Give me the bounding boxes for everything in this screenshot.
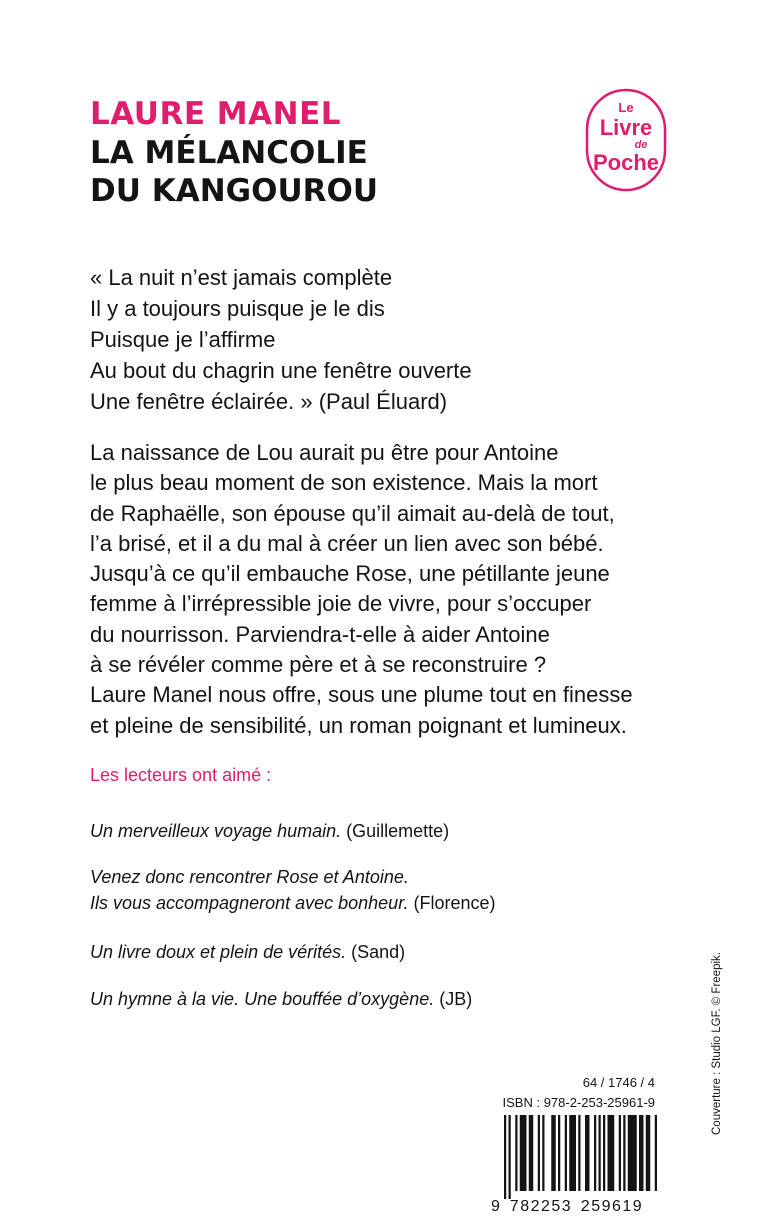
- barcode-bar: [551, 1115, 556, 1191]
- barcode-bar: [603, 1115, 605, 1191]
- review-line: [90, 890, 496, 916]
- quote-line: Une fenêtre éclairée. » (Paul Éluard): [90, 389, 448, 414]
- review-author: (JB): [434, 989, 473, 1009]
- quote-line: « La nuit n’est jamais complète: [90, 265, 393, 290]
- book-title-line-1: LA MÉLANCOLIE: [90, 135, 368, 171]
- barcode-bar: [619, 1115, 621, 1191]
- barcode-bar: [529, 1115, 534, 1191]
- author-name: LAURE MANEL: [90, 96, 342, 132]
- review-text: Un merveilleux voyage humain.: [90, 821, 342, 841]
- reader-review: [90, 864, 496, 916]
- logo-livre: Livre: [599, 115, 653, 140]
- barcode-bar: [558, 1115, 560, 1191]
- book-summary: [90, 438, 633, 741]
- barcode-bar: [569, 1115, 576, 1191]
- review-line: [90, 939, 405, 965]
- summary-line: La naissance de Lou aurait pu être pour Antoine: [90, 440, 559, 465]
- summary-line: du nourrisson. Parviendra-t-elle à aider Antoine: [90, 621, 550, 647]
- summary-line: Jusqu’à ce qu’il embauche Rose, une pétillante jeune: [90, 561, 610, 587]
- review-text: Ils vous accompagneront avec bonheur.: [90, 893, 409, 913]
- barcode-bar: [515, 1115, 517, 1191]
- reader-review: [90, 818, 449, 844]
- barcode-bars: [504, 1115, 658, 1199]
- review-line: [90, 864, 496, 890]
- barcode-first-digit: 9: [491, 1198, 500, 1213]
- summary-line: l’a brisé, et il a du mal à créer un lien avec son bébé.: [90, 530, 604, 556]
- summary-line: femme à l’irrépressible joie de vivre, pour s’occuper: [90, 591, 592, 617]
- cover-credit: Couverture : Studio LGF. © Freepik.: [711, 952, 723, 1135]
- summary-line: le plus beau moment de son existence. Mais la mort: [90, 470, 598, 496]
- barcode-right-group: 259619: [580, 1198, 644, 1213]
- barcode-bar: [520, 1115, 527, 1191]
- book-title-line-2: DU KANGOUROU: [90, 173, 379, 209]
- logo-de: de: [634, 139, 648, 151]
- review-text: Un hymne à la vie. Une bouffée d’oxygène.: [90, 989, 435, 1009]
- summary-line: Laure Manel nous offre, sous une plume tout en finesse: [90, 682, 633, 708]
- reviews-heading: Les lecteurs ont aimé :: [90, 765, 272, 785]
- barcode-bar: [623, 1115, 625, 1191]
- summary-line: à se révéler comme père et à se reconstruire ?: [90, 652, 547, 678]
- summary-line: de Raphaëlle, son épouse qu’il aimait au-delà de tout,: [90, 500, 615, 526]
- logo-poche: Poche: [592, 150, 660, 175]
- catalog-reference: 64 / 1746 / 4: [582, 1075, 655, 1090]
- summary-line: et pleine de sensibilité, un roman poignant et lumineux.: [90, 712, 627, 738]
- barcode-bar: [542, 1115, 544, 1191]
- barcode-bar: [504, 1115, 506, 1199]
- barcode-bar: [585, 1115, 590, 1191]
- barcode-bar: [599, 1115, 601, 1191]
- reader-review: [90, 939, 405, 965]
- review-author: (Guillemette): [341, 821, 450, 841]
- epigraph-quote: [90, 262, 472, 417]
- barcode-left-group: 782253: [509, 1198, 573, 1213]
- barcode-bar: [594, 1115, 596, 1191]
- quote-line: Au bout du chagrin une fenêtre ouverte: [90, 358, 472, 383]
- review-line: [90, 818, 449, 844]
- book-title: [90, 134, 378, 210]
- barcode-bar: [639, 1115, 644, 1191]
- barcode: [488, 1113, 658, 1213]
- barcode-bar: [538, 1115, 540, 1191]
- quote-line: Il y a toujours puisque je le dis: [90, 296, 385, 321]
- review-text: Venez donc rencontrer Rose et Antoine.: [90, 867, 409, 887]
- barcode-bar: [628, 1115, 637, 1191]
- isbn-number: ISBN : 978-2-253-25961-9: [502, 1095, 655, 1110]
- barcode-bar: [655, 1115, 657, 1191]
- livre-de-poche-logo: [585, 88, 667, 192]
- barcode-bar: [565, 1115, 567, 1191]
- barcode-bar: [608, 1115, 615, 1191]
- review-author: (Sand): [346, 942, 406, 962]
- reader-review: [90, 986, 472, 1012]
- barcode-bar: [578, 1115, 580, 1191]
- logo-le: Le: [618, 100, 634, 115]
- review-text: Un livre doux et plein de vérités.: [90, 942, 347, 962]
- review-author: (Florence): [408, 893, 496, 913]
- barcode-bar: [509, 1115, 511, 1199]
- barcode-bar: [646, 1115, 651, 1191]
- quote-line: Puisque je l’affirme: [90, 327, 276, 352]
- review-line: [90, 986, 472, 1012]
